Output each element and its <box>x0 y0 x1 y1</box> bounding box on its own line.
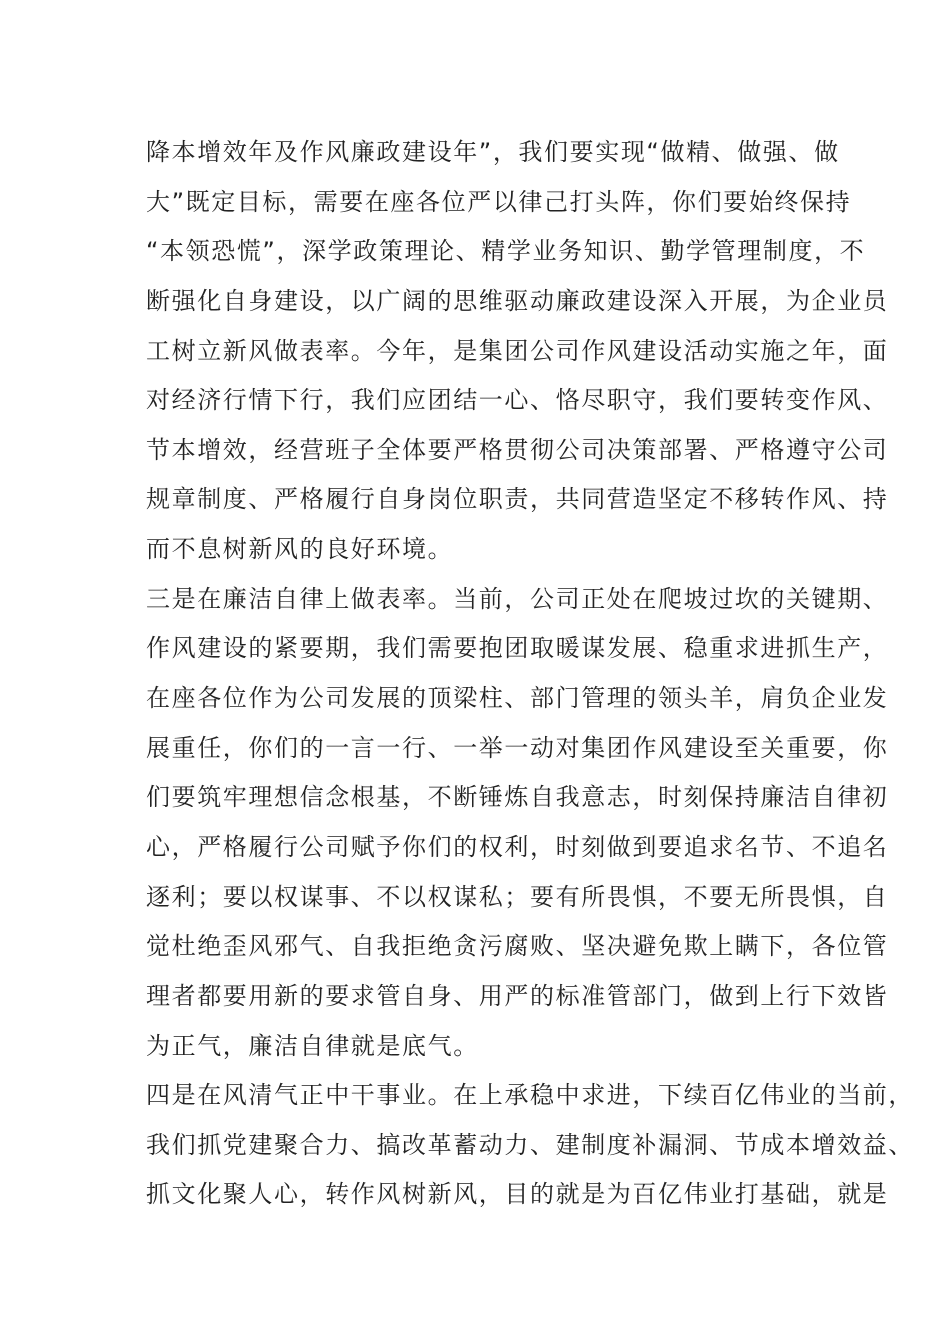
text-line: “本领恐慌”，深学政策理论、精学业务知识、勤学管理制度，不 <box>146 237 866 266</box>
body-text <box>146 128 914 1220</box>
text-line: 对经济行情下行，我们应团结一心、恪尽职守，我们要转变作风、 <box>146 386 889 415</box>
text-line: 断强化自身建设，以广阔的思维驱动廉政建设深入开展，为企业员 <box>146 286 889 315</box>
text-line: 在座各位作为公司发展的顶梁柱、部门管理的领头羊，肩负企业发 <box>146 684 889 713</box>
text-line: 逐利；要以权谋事、不以权谋私；要有所畏惧，不要无所畏惧，自 <box>146 882 889 911</box>
text-line: 大”既定目标，需要在座各位严以律己打头阵，你们要始终保持 <box>146 187 852 216</box>
text-line: 四是在风清气正中干事业。在上承稳中求进，下续百亿伟业的当前， <box>146 1081 914 1110</box>
text-line: 我们抓党建聚合力、搞改革蓄动力、建制度补漏洞、节成本增效益、 <box>146 1130 914 1159</box>
text-line: 作风建设的紧要期，我们需要抱团取暖谋发展、稳重求进抓生产， <box>146 634 889 663</box>
text-line: 们要筑牢理想信念根基，不断锤炼自我意志，时刻保持廉洁自律初 <box>146 783 889 812</box>
text-line: 为正气，廉洁自律就是底气。 <box>146 1031 479 1060</box>
text-line: 三是在廉洁自律上做表率。当前，公司正处在爬坡过坎的关键期、 <box>146 584 889 613</box>
text-line: 理者都要用新的要求管自身、用严的标准管部门，做到上行下效皆 <box>146 981 889 1010</box>
text-line: 抓文化聚人心，转作风树新风，目的就是为百亿伟业打基础，就是 <box>146 1180 889 1209</box>
text-line: 展重任，你们的一言一行、一举一动对集团作风建设至关重要，你 <box>146 733 889 762</box>
text-line: 节本增效，经营班子全体要严格贯彻公司决策部署、严格遵守公司 <box>146 435 889 464</box>
text-line: 觉杜绝歪风邪气、自我拒绝贪污腐败、坚决避免欺上瞒下，各位管 <box>146 932 889 961</box>
text-line: 心，严格履行公司赋予你们的权利，时刻做到要追求名节、不追名 <box>146 832 889 861</box>
text-line: 降本增效年及作风廉政建设年”，我们要实现“做精、做强、做 <box>146 138 840 166</box>
text-line: 工树立新风做表率。今年，是集团公司作风建设活动实施之年，面 <box>146 336 889 365</box>
text-line: 规章制度、严格履行自身岗位职责，共同营造坚定不移转作风、持 <box>146 485 889 514</box>
text-line: 而不息树新风的良好环境。 <box>146 535 454 564</box>
